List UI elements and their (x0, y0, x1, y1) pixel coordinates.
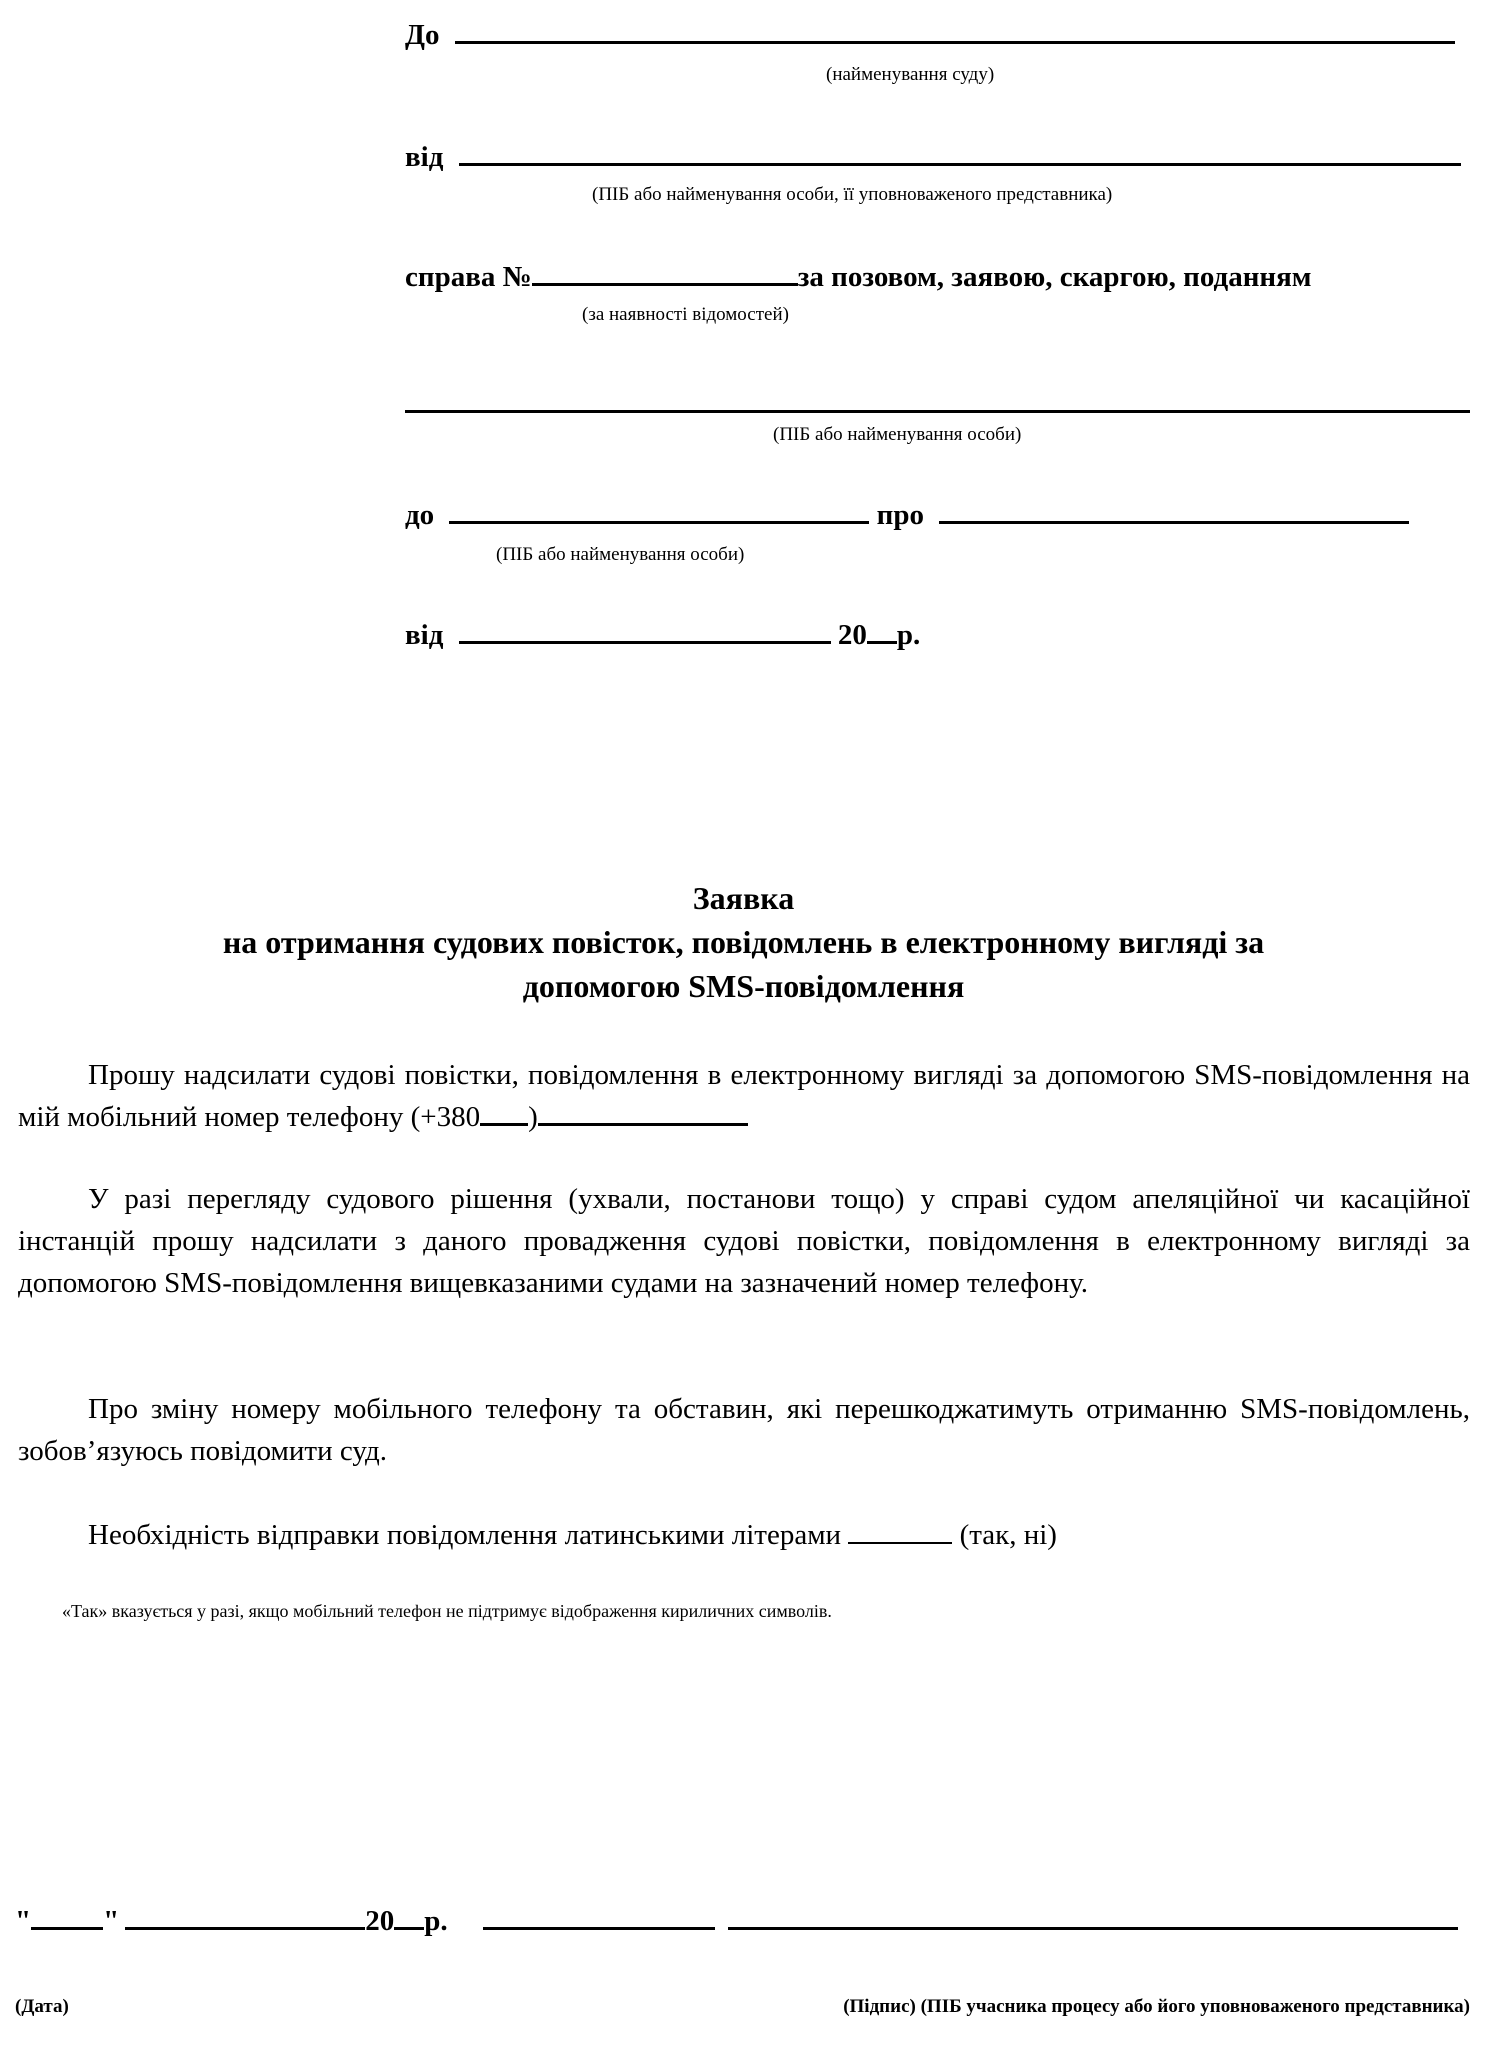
form-title (0, 876, 1487, 1008)
paragraph-change-notice: Про зміну номеру мобільного телефону та обставин, які перешкоджатимуть отриманню SMS-повідомлень, зобов’язуюсь повідомити суд. (18, 1393, 1470, 1467)
signer-caption: (Підпис) (ПІБ учасника процесу або його уповноваженого представника) (843, 1996, 1470, 2017)
case-caption: (за наявності відомостей) (582, 304, 789, 325)
latin-letters-input[interactable] (848, 1542, 952, 1544)
day-input[interactable] (31, 1927, 103, 1930)
latin-letters-text: Необхідність відправки повідомлення латинськими літерами (88, 1519, 842, 1551)
paragraph-latin-letters (18, 1514, 1470, 1556)
sig-year-input[interactable] (394, 1927, 424, 1930)
quote-open: " (15, 1905, 32, 1937)
against-label: до (405, 499, 435, 531)
from-label: від (405, 141, 444, 173)
date-input[interactable] (459, 641, 831, 644)
phone-request-text: Прошу надсилати судові повістки, повідомлення в електронному вигляді за допомогою SMS-повідомлення на мій мобільний номер телефону (+380 (18, 1059, 1470, 1133)
case-label: справа № (405, 261, 532, 293)
title-line-3: допомогою SMS-повідомлення (522, 968, 965, 1004)
against-name-input[interactable] (449, 521, 869, 524)
date-field-row (405, 618, 920, 652)
case-suffix: за позовом, заявою, скаргою, поданням (797, 261, 1312, 293)
title-line-1: Заявка (692, 880, 795, 916)
paragraph-phone-request (18, 1054, 1470, 1138)
year-input[interactable] (867, 641, 897, 644)
latin-letters-note: «Так» вказується у разі, якщо мобільний телефон не підтримує відображення кириличних символів. (62, 1601, 832, 1621)
party-name-input[interactable] (405, 410, 1470, 413)
from-name-input[interactable] (459, 163, 1461, 166)
sig-year-suffix: р. (424, 1905, 448, 1937)
phone-number-input[interactable] (538, 1123, 748, 1126)
title-line-2: на отримання судових повісток, повідомлень в електронному вигляді за (222, 924, 1265, 960)
latin-letters-options: (так, ні) (959, 1519, 1057, 1551)
date-label: від (405, 619, 444, 651)
case-field-row (405, 260, 1312, 294)
against-field-row (405, 498, 1409, 532)
case-number-input[interactable] (532, 283, 798, 286)
year-suffix: р. (896, 619, 921, 651)
signature-input[interactable] (483, 1927, 715, 1930)
signer-name-input[interactable] (728, 1927, 1458, 1930)
paragraph-appeal: У разі перегляду судового рішення (ухвали, постанови тощо) у справі судом апеляційної чи касаційної інстанцій прошу надсилати з даного провадження судові повістки, повідомлення в електронному вигляді за допомогою SMS-повідомлення вищевказаними судами на зазначений номер телефону. (18, 1183, 1470, 1299)
court-label: До (405, 19, 440, 51)
court-caption: (найменування суду) (826, 64, 995, 85)
from-caption: (ПІБ або найменування особи, її уповноваженого представника) (592, 184, 1113, 205)
date-caption: (Дата) (15, 1996, 69, 2017)
quote-close: " (103, 1905, 120, 1937)
sig-year-prefix: 20 (365, 1905, 395, 1937)
court-field-row (405, 18, 1455, 52)
court-name-input[interactable] (455, 41, 1455, 44)
phone-close-paren: ) (528, 1101, 538, 1133)
about-input[interactable] (939, 521, 1409, 524)
phone-code-input[interactable] (480, 1123, 528, 1126)
against-caption: (ПІБ або найменування особи) (496, 544, 745, 565)
party-caption: (ПІБ або найменування особи) (773, 424, 1022, 445)
year-prefix: 20 (837, 619, 867, 651)
signature-row (15, 1904, 1458, 1938)
from-field-row (405, 140, 1461, 174)
about-label: про (876, 499, 925, 531)
month-input[interactable] (125, 1927, 365, 1930)
